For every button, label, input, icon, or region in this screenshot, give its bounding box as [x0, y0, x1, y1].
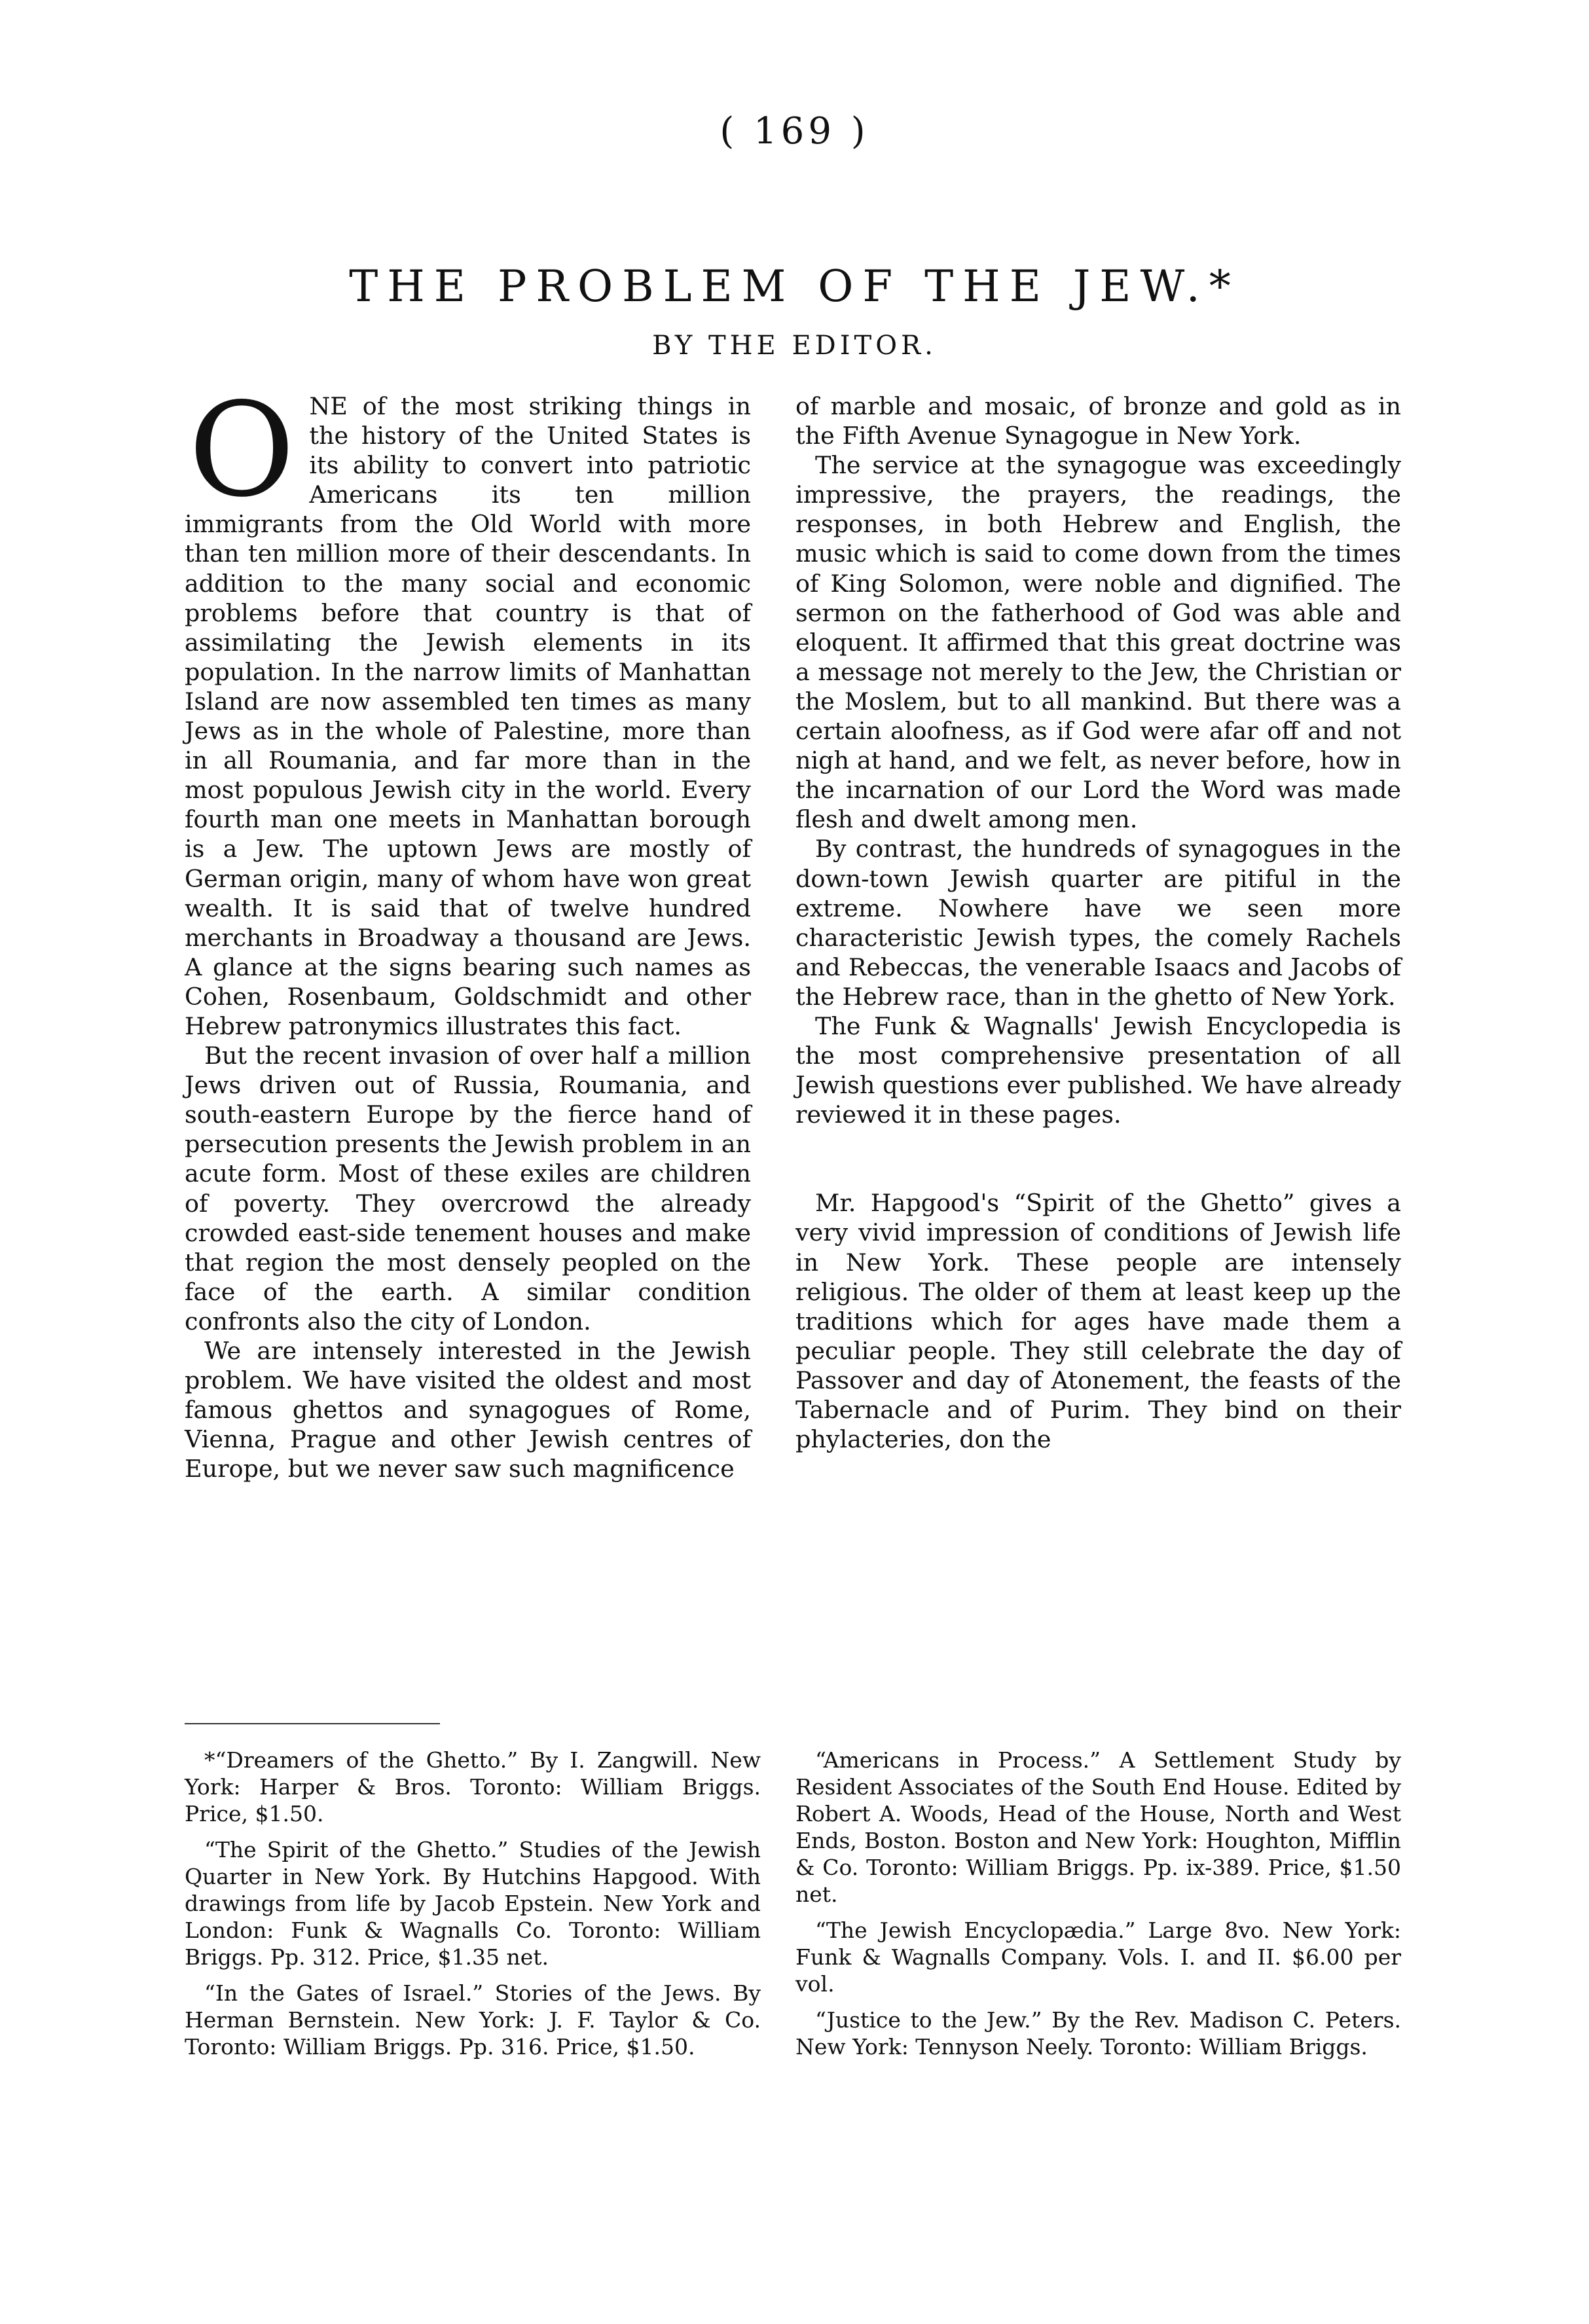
footnote-divider: [185, 1723, 440, 1724]
paragraph: Mr. Hapgood's “Spirit of the Ghetto” gives a very vivid impression of conditions of Jewish life in New York. These people are intensely religious. The older of them at least keep up the traditions which for ages have made them a peculiar people. They still celebrate the day of Passover and day of Atonement, the feasts of the Tabernacle and of Purim. They bind on their phylacteries, don the: [795, 1189, 1401, 1454]
footnote: “The Spirit of the Ghetto.” Studies of the Jewish Quarter in New York. By Hutchins Hapgood. With drawings from life by Jacob Epstein. New York and London: Funk & Wagnalls Co. Toronto: William Briggs. Pp. 312. Price, $1.35 net.: [185, 1837, 761, 1970]
right-column: [795, 391, 1401, 1454]
paragraph: We are intensely interested in the Jewish problem. We have visited the oldest and most famous ghettos and synagogues of Rome, Vienna, Prague and other Jewish centres of Europe, but we never saw such magnificence: [185, 1337, 751, 1483]
footnote: “In the Gates of Israel.” Stories of the Jews. By Herman Bernstein. New York: J. F. Taylor & Co. Toronto: William Briggs. Pp. 316. Price, $1.50.: [185, 1980, 761, 2060]
byline: BY THE EDITOR.: [652, 331, 937, 361]
paragraph: [185, 374, 751, 1041]
section-break: [795, 1129, 1401, 1188]
paragraph-text: NE of the most striking things in the history of the United States is its ability to convert into patriotic Americans its ten million immigrants from the Old World with more than ten million more of their descendants. In addition to the many social and economic problems before that country is that of assimilating the Jewish elements in its population. In the narrow limits of Manhattan Island are now assembled ten times as many Jews as in the whole of Palestine, more than in all Roumania, and far more than in the most populous Jewish city in the world. Every fourth man one meets in Manhattan borough is a Jew. The uptown Jews are mostly of German origin, many of whom have won great wealth. It is said that of twelve hundred merchants in Broadway a thousand are Jews. A glance at the signs bearing such names as Cohen, Rosenbaum, Goldschmidt and other Hebrew patronymics illustrates this fact.: [185, 392, 751, 1040]
footnotes-left: [185, 1747, 761, 2069]
paragraph: The service at the synagogue was exceedingly impressive, the prayers, the readings, the responses, in both Hebrew and English, the music which is said to come down from the times of King Solomon, were noble and dignified. The sermon on the fatherhood of God was able and eloquent. It affirmed that this great doctrine was a message not merely to the Jew, the Christian or the Moslem, but to all mankind. But there was a certain aloofness, as if God were afar off and not nigh at hand, and we felt, as never before, how in the incarnation of our Lord the Word was made flesh and dwelt among men.: [795, 451, 1401, 834]
paragraph: of marble and mosaic, of bronze and gold as in the Fifth Avenue Synagogue in New York.: [795, 392, 1401, 450]
footnote: “Americans in Process.” A Settlement Study by Resident Associates of the South End House. Edited by Robert A. Woods, Head of the House, North and West Ends, Boston. Boston and New York: Houghton, Mifflin & Co. Toronto: William Briggs. Pp. ix-389. Price, $1.50 net.: [795, 1747, 1401, 1907]
paragraph: By contrast, the hundreds of synagogues in the down-town Jewish quarter are pitiful in the extreme. Nowhere have we seen more characteristic Jewish types, the comely Rachels and Rebeccas, the venerable Isaacs and Jacobs of the Hebrew race, than in the ghetto of New York.: [795, 835, 1401, 1011]
footnotes-right: [795, 1747, 1401, 2069]
left-column: [185, 374, 751, 1483]
footnote: *“Dreamers of the Ghetto.” By I. Zangwill. New York: Harper & Bros. Toronto: William Briggs. Price, $1.50.: [185, 1747, 761, 1826]
footnote: “The Jewish Encyclopædia.” Large 8vo. New York: Funk & Wagnalls Company. Vols. I. and II. $6.00 per vol.: [795, 1917, 1401, 1997]
paragraph: The Funk & Wagnalls' Jewish Encyclopedia is the most comprehensive presentation of all Jewish questions ever published. We have already reviewed it in these pages.: [795, 1011, 1401, 1129]
drop-cap: O: [189, 374, 295, 526]
paragraph: But the recent invasion of over half a million Jews driven out of Russia, Roumania, and south-eastern Europe by the fierce hand of persecution presents the Jewish problem in an acute form. Most of these exiles are children of poverty. They overcrowd the already crowded east-side tenement houses and make that region the most densely peopled on the face of the earth. A similar condition confronts also the city of London.: [185, 1042, 751, 1335]
article-title: THE PROBLEM OF THE JEW.*: [349, 261, 1240, 312]
footnote: “Justice to the Jew.” By the Rev. Madison C. Peters. New York: Tennyson Neely. Toronto: William Briggs.: [795, 2007, 1401, 2060]
page-number: ( 169 ): [720, 110, 869, 153]
